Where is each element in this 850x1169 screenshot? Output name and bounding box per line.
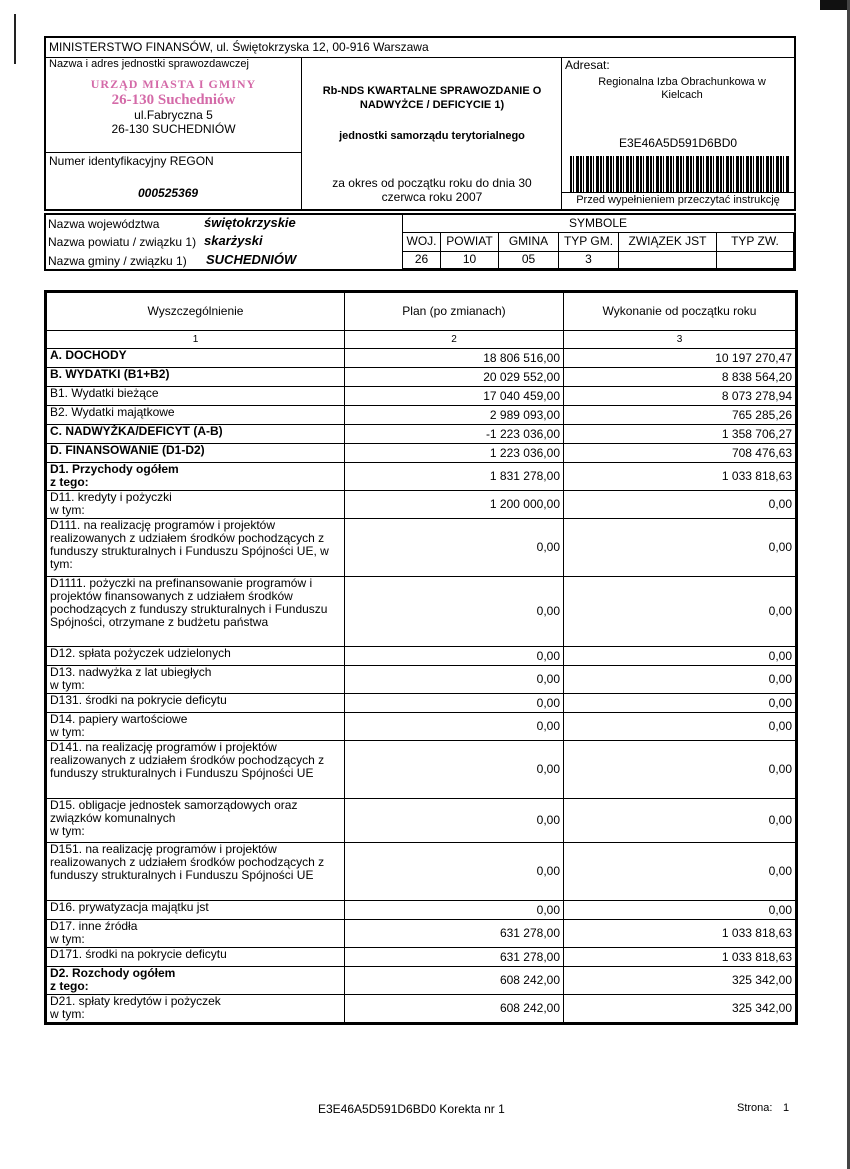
table-row	[47, 463, 796, 491]
row-plan-value: 20 029 552,00	[345, 368, 564, 387]
symbol-col-header: GMINA	[499, 233, 559, 252]
row-description: B. WYDATKI (B1+B2)	[47, 368, 345, 387]
voivodeship-value: świętokrzyskie	[204, 215, 296, 230]
symbol-col-header: TYP ZW.	[717, 233, 794, 252]
col-number: 2	[345, 331, 564, 349]
row-description: D171. środki na pokrycie deficytu	[47, 948, 345, 967]
table-row	[47, 901, 796, 920]
table-row	[47, 948, 796, 967]
table-row	[47, 843, 796, 901]
report-subtitle: jednostki samorządu terytorialnego	[339, 130, 525, 142]
commune-value: SUCHEDNIÓW	[206, 252, 297, 267]
table-row	[47, 387, 796, 406]
row-execution-value: 0,00	[564, 741, 796, 799]
row-plan-value: 0,00	[345, 901, 564, 920]
row-plan-value: 0,00	[345, 519, 564, 577]
table-row	[47, 406, 796, 425]
unit-city: 26-130 SUCHEDNIÓW	[111, 122, 236, 136]
report-title-box	[302, 58, 562, 209]
table-row	[47, 694, 796, 713]
row-description: D17. inne źródła w tym:	[47, 920, 345, 948]
scan-artifact	[14, 14, 16, 64]
col-header-plan: Plan (po zmianach)	[345, 293, 564, 331]
row-description: D131. środki na pokrycie deficytu	[47, 694, 345, 713]
symbol-value: 26	[403, 251, 441, 269]
symbol-col-header: ZWIĄZEK JST	[619, 233, 717, 252]
row-execution-value: 1 033 818,63	[564, 920, 796, 948]
row-execution-value: 1 358 706,27	[564, 425, 796, 444]
row-execution-value: 0,00	[564, 713, 796, 741]
form-header	[44, 36, 796, 211]
table-row	[47, 967, 796, 995]
row-plan-value: 631 278,00	[345, 948, 564, 967]
row-description: D1. Przychody ogółem z tego:	[47, 463, 345, 491]
row-execution-value: 8 838 564,20	[564, 368, 796, 387]
row-execution-value: 0,00	[564, 491, 796, 519]
stamp-line-2: 26-130 Suchedniów	[111, 92, 236, 108]
symbol-col-header: TYP GM.	[559, 233, 619, 252]
addressee-label: Adresat:	[565, 58, 610, 72]
row-description: A. DOCHODY	[47, 349, 345, 368]
row-execution-value: 0,00	[564, 577, 796, 647]
row-description: D12. spłata pożyczek udzielonych	[47, 647, 345, 666]
report-table	[44, 290, 798, 1025]
row-plan-value: 18 806 516,00	[345, 349, 564, 368]
row-plan-value: -1 223 036,00	[345, 425, 564, 444]
instruction-note: Przed wypełnieniem przeczytać instrukcję	[562, 192, 794, 208]
footer-code: E3E46A5D591D6BD0 Korekta nr 1	[318, 1102, 505, 1116]
row-plan-value: 0,00	[345, 741, 564, 799]
row-description: C. NADWYŻKA/DEFICYT (A-B)	[47, 425, 345, 444]
table-row	[47, 920, 796, 948]
row-plan-value: 1 223 036,00	[345, 444, 564, 463]
row-execution-value: 765 285,26	[564, 406, 796, 425]
row-plan-value: 0,00	[345, 799, 564, 843]
symbol-value: 05	[499, 251, 559, 269]
col-header-description: Wyszczególnienie	[47, 293, 345, 331]
row-execution-value: 0,00	[564, 647, 796, 666]
row-description: D14. papiery wartościowe w tym:	[47, 713, 345, 741]
row-description: D151. na realizację programów i projektów realizowanych z udziałem środków pochodzących z funduszy strukturalnych i Funduszu Spójności UE	[47, 843, 345, 901]
row-description: D. FINANSOWANIE (D1-D2)	[47, 444, 345, 463]
report-period: za okres od początku roku do dnia 30 czerwca roku 2007	[332, 176, 532, 204]
row-description: D15. obligacje jednostek samorządowych oraz związków komunalnych w tym:	[47, 799, 345, 843]
table-row	[47, 577, 796, 647]
row-execution-value: 0,00	[564, 694, 796, 713]
col-header-execution: Wykonanie od początku roku	[564, 293, 796, 331]
unit-label: Nazwa i adres jednostki sprawozdawczej	[49, 58, 249, 70]
symbols-box	[44, 213, 796, 271]
row-execution-value: 325 342,00	[564, 995, 796, 1023]
symbols-table	[402, 232, 794, 269]
unit-street: ul.Fabryczna 5	[134, 108, 213, 122]
row-description: D13. nadwyżka z lat ubiegłych w tym:	[47, 666, 345, 694]
row-plan-value: 631 278,00	[345, 920, 564, 948]
table-row	[47, 666, 796, 694]
names-block	[46, 215, 403, 269]
row-execution-value: 10 197 270,47	[564, 349, 796, 368]
row-plan-value: 0,00	[345, 666, 564, 694]
row-plan-value: 608 242,00	[345, 967, 564, 995]
scan-artifact-top	[820, 0, 850, 10]
table-row	[47, 799, 796, 843]
county-label: Nazwa powiatu / związku 1)	[48, 235, 197, 249]
reporting-unit-box	[46, 58, 302, 209]
table-row	[47, 995, 796, 1023]
row-execution-value: 325 342,00	[564, 967, 796, 995]
addressee-name: Regionalna Izba Obrachunkowa w Kielcach	[598, 76, 766, 101]
row-plan-value: 0,00	[345, 647, 564, 666]
regon-label: Numer identyfikacyjny REGON	[49, 154, 214, 168]
symbols-grid	[402, 215, 794, 269]
symbol-value: 10	[441, 251, 499, 269]
row-plan-value: 0,00	[345, 843, 564, 901]
table-row	[47, 491, 796, 519]
table-row	[47, 741, 796, 799]
page-number: 1	[783, 1102, 790, 1114]
row-plan-value: 0,00	[345, 713, 564, 741]
symbol-value	[619, 251, 717, 269]
row-execution-value: 8 073 278,94	[564, 387, 796, 406]
row-description: D1111. pożyczki na prefinansowanie programów i projektów finansowanych z udziałem środków pochodzących z funduszy strukturalnych i Funduszu Spójności, otrzymane z budżetu państwa	[47, 577, 345, 647]
row-description: D2. Rozchody ogółem z tego:	[47, 967, 345, 995]
row-plan-value: 0,00	[345, 577, 564, 647]
row-description: D16. prywatyzacja majątku jst	[47, 901, 345, 920]
row-plan-value: 2 989 093,00	[345, 406, 564, 425]
col-number: 1	[47, 331, 345, 349]
table-row	[47, 368, 796, 387]
row-execution-value: 0,00	[564, 901, 796, 920]
row-plan-value: 608 242,00	[345, 995, 564, 1023]
regon-value: 000525369	[138, 186, 199, 200]
table-row	[47, 519, 796, 577]
row-description: D141. na realizację programów i projektów realizowanych z udziałem środków pochodzących z funduszy strukturalnych i Funduszu Spójności UE	[47, 741, 345, 799]
row-plan-value: 17 040 459,00	[345, 387, 564, 406]
table-row	[47, 349, 796, 368]
row-description: D111. na realizację programów i projektów realizowanych z udziałem środków pochodzących z funduszy strukturalnych i Funduszu Spójności UE, w tym:	[47, 519, 345, 577]
voivodeship-label: Nazwa województwa	[48, 217, 160, 231]
document-code: E3E46A5D591D6BD0	[618, 136, 738, 150]
row-execution-value: 708 476,63	[564, 444, 796, 463]
row-plan-value: 1 200 000,00	[345, 491, 564, 519]
symbol-col-header: POWIAT	[441, 233, 499, 252]
barcode	[570, 156, 790, 192]
row-execution-value: 0,00	[564, 843, 796, 901]
row-plan-value: 0,00	[345, 694, 564, 713]
page-label: Strona:	[737, 1102, 773, 1114]
row-execution-value: 1 033 818,63	[564, 463, 796, 491]
row-execution-value: 0,00	[564, 799, 796, 843]
row-execution-value: 1 033 818,63	[564, 948, 796, 967]
row-execution-value: 0,00	[564, 666, 796, 694]
ministry-line: MINISTERSTWO FINANSÓW, ul. Świętokrzyska 12, 00-916 Warszawa	[46, 38, 794, 58]
row-description: D21. spłaty kredytów i pożyczek w tym:	[47, 995, 345, 1023]
table-row	[47, 647, 796, 666]
symbol-value: 3	[559, 251, 619, 269]
report-title: Rb-NDS KWARTALNE SPRAWOZDANIE O NADWYŻCE / DEFICYCIE 1)	[322, 85, 542, 111]
symbol-value	[717, 251, 794, 269]
row-execution-value: 0,00	[564, 519, 796, 577]
addressee-box	[562, 58, 794, 209]
row-plan-value: 1 831 278,00	[345, 463, 564, 491]
county-value: skarżyski	[204, 233, 263, 248]
table-row	[47, 444, 796, 463]
symbol-col-header: WOJ.	[403, 233, 441, 252]
row-description: D11. kredyty i pożyczki w tym:	[47, 491, 345, 519]
stamp-line-1: URZĄD MIASTA I GMINY	[90, 77, 257, 91]
row-description: B2. Wydatki majątkowe	[47, 406, 345, 425]
commune-label: Nazwa gminy / związku 1)	[48, 254, 187, 268]
col-number: 3	[564, 331, 796, 349]
table-row	[47, 713, 796, 741]
symbols-title: SYMBOLE	[402, 215, 794, 233]
table-row	[47, 425, 796, 444]
row-description: B1. Wydatki bieżące	[47, 387, 345, 406]
